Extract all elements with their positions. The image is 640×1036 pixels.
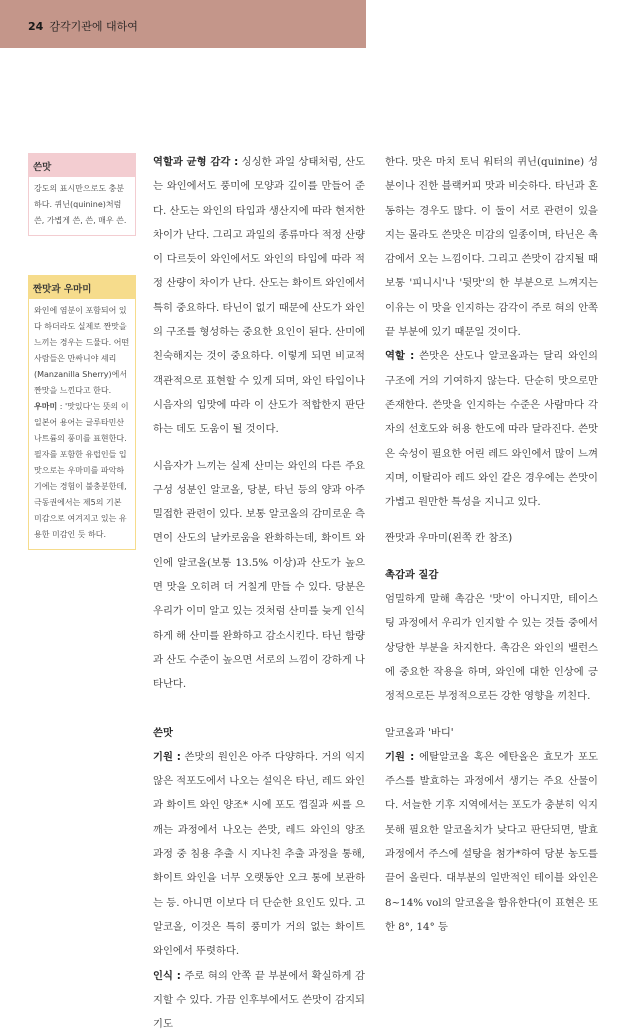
- acidity-paragraph-1: [153, 150, 365, 442]
- sidebar-box-umami-body: [28, 299, 136, 550]
- acidity-text-1: 싱싱한 과일 상태처럼, 산도는 와인에서도 풍미에 모양과 깊이를 만들어 준다. 산도는 와인의 타입과 생산지에 따라 현저한 차이가 난다. 그리고 과일의 종류마다 적정 산량이 다르듯이 와인에서도 와인의 타입에 따라 적정 산량이 차이가 난다. 산도는 화이트 와인에서 특히 중요하다. 타닌이 없기 때문에 산도가 와인의 구조를 형성하는 중요한 요인이 된다. 산미에 친숙해지는 것이 중요하다. 이렇게 되면 비교적 객관적으로 표현할 수 있게 되며, 와인 타입이나 시음자의 입맛에 따라 이 산도가 적합한지 판단하는 데도 도움이 될 것이다.: [153, 156, 365, 435]
- sidebar-box-bitter-body: [28, 177, 136, 236]
- texture-paragraph: 엄밀하게 말해 촉감은 '맛'이 아니지만, 테이스팅 과정에서 우리가 인지할 수 있는 것들 중에서 상당한 부분을 차지한다. 촉감은 와인의 밸런스에 중요한 작용을 하며, 와인에 대한 인상에 긍정적으로든 부정적으로든 강한 영향을 끼친다.: [385, 587, 598, 708]
- acidity-lead: 역할과 균형 감각 :: [153, 156, 238, 168]
- bitter-perception-lead: 인식 :: [153, 970, 181, 982]
- running-head: [28, 18, 138, 34]
- alcohol-body-heading: 알코올과 '바디': [385, 721, 598, 745]
- sidebar-box-umami-definition: 우마미 : '맛있다'는 뜻의 이 일본어 용어는 글루타민산나트륨의 풍미를 표현한다. 필자를 포함한 유럽인들 입맛으로는 우마미를 파악하기에는 경험이 불충분한데, 극동권에서는 제5의 기본 미감으로 여겨지고 있는 유용한 미감인 듯 하다.: [34, 399, 130, 543]
- sidebar-box-bitter-title: 쓴맛: [28, 153, 136, 177]
- chapter-title: 감각기관에 대하여: [49, 20, 138, 33]
- alcohol-paragraph: [385, 745, 598, 939]
- bitter-role-text: 쓴맛은 산도나 알코올과는 달리 와인의 구조에 거의 기여하지 않는다. 단순히 맛으로만 존재한다. 쓴맛을 인지하는 수준은 사람마다 각자의 선호도와 허용 한도에 따라 달라진다. 쓴맛은 숙성이 필요한 어린 레드 와인에서 많이 느껴지며, 이탈리아 레드 와인 같은 경우에는 쓴맛이 가볍고 원만한 특성을 지니고 있다.: [385, 350, 598, 508]
- umami-definition-text: '맛있다'는 뜻의 이 일본어 용어는 글루타민산나트륨의 풍미를 표현한다. 필자를 포함한 유럽인들 입맛으로는 우마미를 파악하기에는 경험이 불충분한데, 극동권에서는 제5의 기본 미감으로 여겨지고 있는 유용한 미감인 듯 하다.: [34, 402, 129, 539]
- sidebar-box-bitter: [28, 153, 136, 236]
- salty-umami-reference: 짠맛과 우마미(왼쪽 칸 참조): [385, 526, 598, 550]
- left-text-column: [153, 150, 365, 1036]
- bitter-paragraph-1: [153, 745, 365, 964]
- bitter-origin-lead: 기원 :: [153, 751, 181, 763]
- bitter-text-1: 쓴맛의 원인은 아주 다양하다. 거의 익지 않은 적포도에서 나오는 설익은 타닌, 레드 와인과 화이트 와인 양조* 시에 포도 껍질과 씨를 으깨는 과정에서 나오는 쓴맛, 레드 와인의 양조 과정 중 침용 추출 시 지나친 추출 과정을 통해, 화이트 와인을 너무 오랫동안 오크 통에 보관하는 등. 아니면 이보다 더 단순한 요인도 있다. 고알코올, 이것은 특히 풍미가 거의 없는 화이트 와인에서 뚜렷하다.: [153, 751, 365, 957]
- bitter-continued-paragraph: 한다. 맛은 마치 토닉 워터의 퀴닌(quinine) 성분이나 진한 블랙커피 맛과 비슷하다. 타닌과 혼동하는 경우도 많다. 이 둘이 서로 관련이 있을지는 몰라도 쓴맛은 미감의 일종이며, 타닌은 촉감에서 오는 느낌이다. 그리고 쓴맛이 감지될 때 보통 '피니시'나 '뒷맛'의 한 부분으로 느껴지는 이유는 이 맛을 인지하는 감각이 주로 혀의 안쪽 끝 부분에 있기 때문일 것이다.: [385, 150, 598, 344]
- sidebar-box-umami-text: 와인에 염분이 포함되어 있다 하더라도 실제로 짠맛을 느끼는 경우는 드물다. 어떤 사람들은 만싸니야 셰리(Manzanilla Sherry)에서 짠맛을 느낀다고 한다.: [34, 303, 130, 399]
- bitter-text-2: 주로 혀의 안쪽 끝 부분에서 확실하게 감지할 수 있다. 가끔 인후부에서도 쓴맛이 감지되기도: [153, 970, 365, 1031]
- bitter-heading: 쓴맛: [153, 721, 365, 745]
- alcohol-text: 에탈알코올 혹은 에탄올은 효모가 포도 주스를 발효하는 과정에서 생기는 주요 산물이다. 서늘한 기후 지역에서는 포도가 충분히 익지 못해 필요한 알코올치가 낮다고 판단되면, 발효 과정에서 주스에 설탕을 첨가*하여 당분 농도를 끌어 올린다. 대부분의 일반적인 테이블 와인은 8~14% vol의 알코올을 함유한다(이 표현은 또한 8°, 14° 등: [385, 751, 598, 933]
- sidebar-box-bitter-text: 강도의 표시만으로도 충분하다. 퀴닌(quinine)처럼 쓴, 가볍게 쓴, 쓴, 매우 쓴.: [34, 181, 130, 229]
- alcohol-origin-lead: 기원 :: [385, 751, 414, 763]
- page-header: [0, 0, 366, 48]
- page-number: 24: [28, 20, 43, 33]
- umami-term: 우마미: [34, 402, 57, 411]
- sidebar-box-umami: [28, 275, 136, 550]
- texture-heading: 촉감과 질감: [385, 563, 598, 587]
- acidity-paragraph-2: 시음자가 느끼는 실제 산미는 와인의 다른 주요 구성 성분인 알코올, 당분, 타닌 등의 양과 아주 밀접한 관련이 있다. 보통 알코올의 감미로운 측면이 산도의 날카로움을 완화하는데, 화이트 와인에 알코올(보통 13.5% 이상)과 산도가 높으면 맛을 오히려 더 거칠게 만들 수 있다. 당분은 우리가 이미 알고 있는 것처럼 산미를 늦게 인식하게 해 산미를 완화하고 감소시킨다. 타닌 함량과 산도 수준이 높으면 서로의 느낌이 강하게 나타난다.: [153, 454, 365, 697]
- sidebar-box-umami-title: 짠맛과 우마미: [28, 275, 136, 299]
- bitter-role-paragraph: [385, 344, 598, 514]
- bitter-role-lead: 역할 :: [385, 350, 414, 362]
- right-text-column: [385, 150, 598, 939]
